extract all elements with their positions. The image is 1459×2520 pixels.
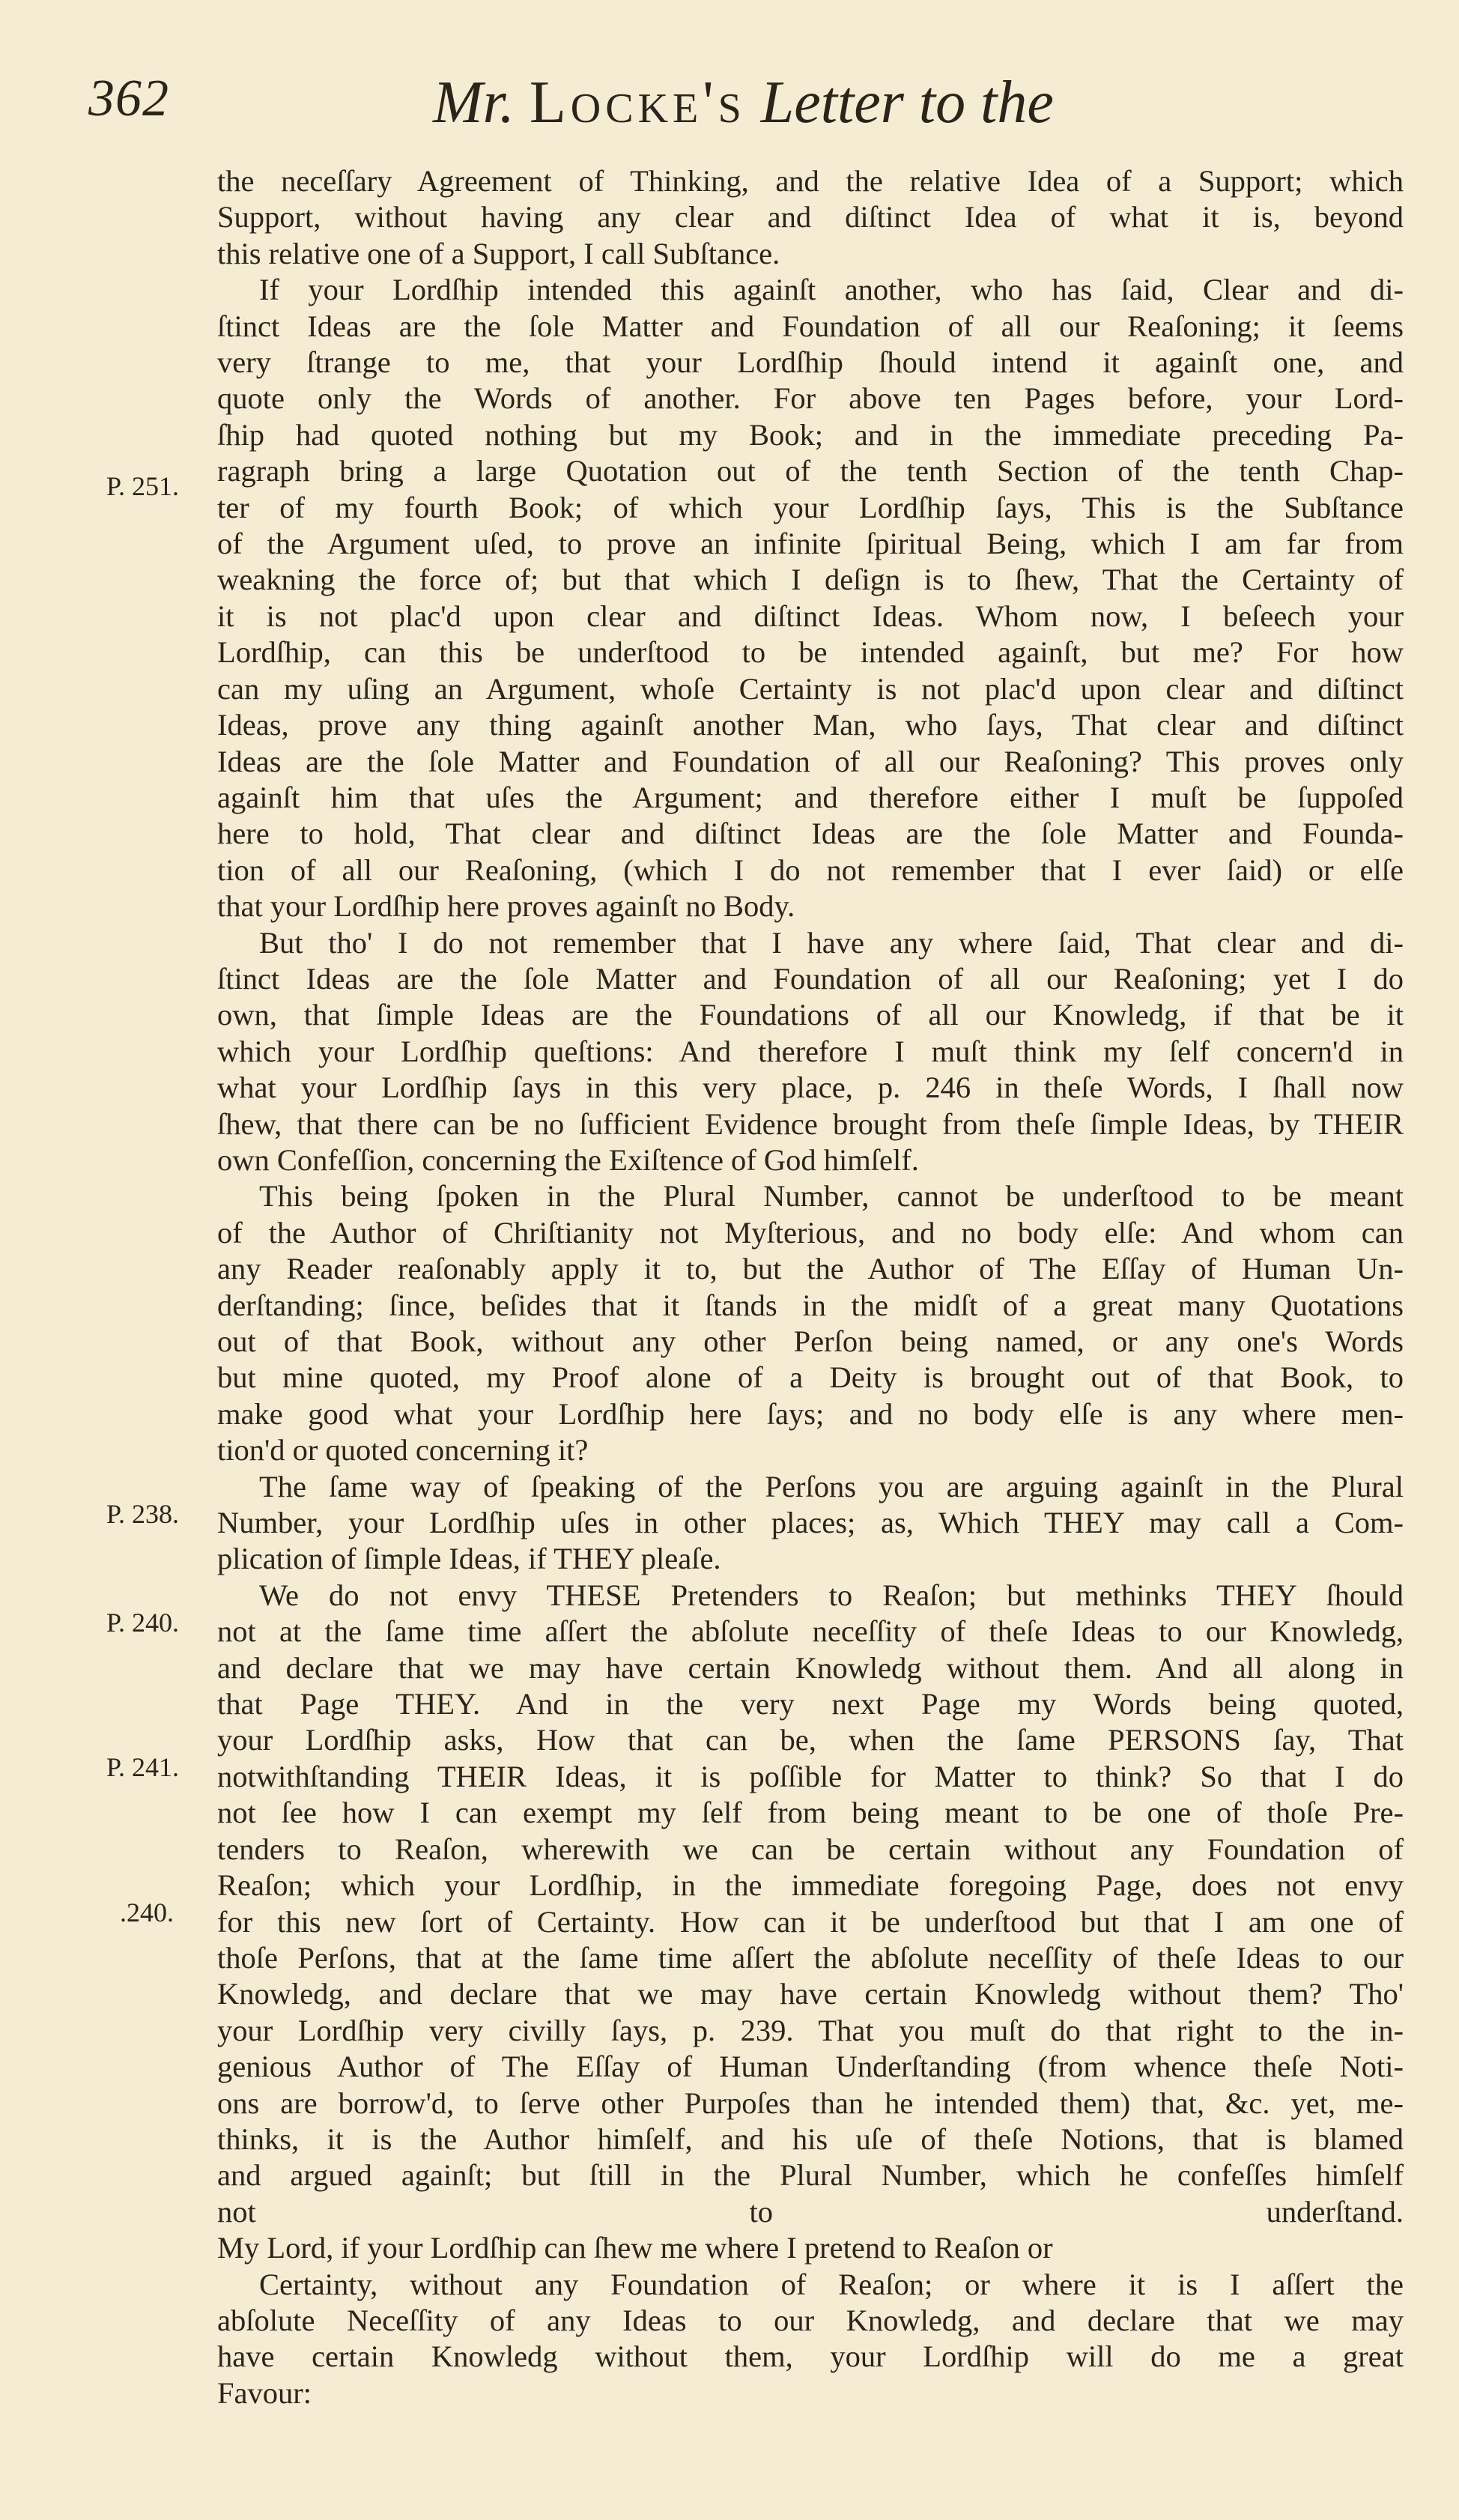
running-head-suffix: Letter to the [760, 70, 1054, 136]
text-line: quote only the Words of another. For above ten Pages before, your Lord- [217, 381, 1404, 416]
text-line: plication of ſimple Ideas, if THEY pleaſe. [217, 1542, 721, 1576]
text-line: tion of all our Reaſoning, (which I do not remember that I ever ſaid) or elſe [217, 852, 1404, 887]
text-line: Knowledg, and declare that we may have certain Knowledg without them? Tho' [217, 1977, 1404, 2011]
text-line: make good what your Lordſhip here ſays; and no body elſe is any where men- [217, 1396, 1404, 1431]
text-line: thoſe Perſons, that at the ſame time aſſert the abſolute neceſſity of theſe Ideas to our [217, 1940, 1404, 1975]
text-line: own, that ſimple Ideas are the Foundations of all our Knowledg, if that be it [217, 998, 1404, 1032]
text-line: Support, without having any clear and diſtinct Idea of what it is, beyond [217, 200, 1404, 234]
text-line: Ideas, prove any thing againſt another Man, who ſays, That clear and diſtinct [217, 708, 1404, 742]
text-line: of the Author of Chriſtianity not Myſterious, and no body elſe: And whom can [217, 1215, 1404, 1250]
text-line: your Lordſhip asks, How that can be, when the ſame PERSONS ſay, That [217, 1723, 1404, 1757]
margin-note: P. 241. [106, 1752, 180, 1782]
text-line: but mine quoted, my Proof alone of a Deity is brought out of that Book, to [217, 1360, 1404, 1395]
text-line: your Lordſhip very civilly ſays, p. 239. That you muſt do that right to the in- [217, 2013, 1404, 2047]
text-line: genious Author of The Eſſay of Human Underſtanding (from whence theſe Noti- [217, 2050, 1404, 2084]
text-line: Reaſon; which your Lordſhip, in the immediate foregoing Page, does not envy [217, 1868, 1404, 1903]
text-line: Certainty, without any Foundation of Reaſon; or where it is I aſſert the [259, 2267, 1404, 2301]
text-line: out of that Book, without any other Perſon being named, or any one's Words [217, 1324, 1404, 1358]
text-line: what your Lordſhip ſays in this very place, p. 246 in theſe Words, I ſhall now [217, 1070, 1404, 1105]
text-line: Lordſhip, can this be underſtood to be intended againſt, but me? For how [217, 635, 1404, 670]
running-head-prefix: Mr. [433, 70, 515, 136]
text-line: Favour: [217, 2375, 312, 2410]
text-line: very ſtrange to me, that your Lordſhip ſhould intend it againſt one, and [217, 345, 1404, 380]
text-line: Number, your Lordſhip uſes in other places; as, Which THEY may call a Com- [217, 1506, 1404, 1540]
text-line: not ſee how I can exempt my ſelf from being meant to be one of thoſe Pre- [217, 1796, 1404, 1830]
text-line: abſolute Neceſſity of any Ideas to our Knowledg, and declare that we may [217, 2303, 1404, 2337]
text-line: ons are borrow'd, to ſerve other Purpoſes than he intended them) that, &c. yet, me- [217, 2086, 1404, 2120]
text-line: derſtanding; ſince, beſides that it ſtands in the midſt of a great many Quotations [217, 1288, 1404, 1322]
text-line: My Lord, if your Lordſhip can ſhew me where I pretend to Reaſon or [217, 2231, 1053, 2265]
text-line: tion'd or quoted concerning it? [217, 1433, 589, 1468]
page-number: 362 [88, 70, 169, 127]
margin-note: P. 238. [106, 1499, 180, 1529]
text-line: againſt him that uſes the Argument; and therefore either I muſt be ſuppoſed [217, 780, 1404, 814]
text-line: We do not envy THESE Pretenders to Reaſon; but methinks THEY ſhould [259, 1578, 1404, 1612]
text-line: this relative one of a Support, I call Subſtance. [217, 236, 780, 270]
text-line: The ſame way of ſpeaking of the Perſons you are arguing againſt in the Plural [259, 1469, 1404, 1503]
text-line: have certain Knowledg without them, your Lordſhip will do me a great [217, 2339, 1404, 2374]
text-line: ſhew, that there can be no ſufficient Evidence brought from theſe ſimple Ideas, by THEIR [217, 1106, 1404, 1141]
text-line: and declare that we may have certain Knowledg without them. And all along in [217, 1650, 1404, 1685]
page-body [217, 163, 1404, 2411]
margin-note: .240. [120, 1897, 174, 1927]
margin-note: P. 240. [106, 1608, 180, 1638]
text-line: ter of my fourth Book; of which your Lordſhip ſays, This is the Subſtance [217, 490, 1404, 524]
text-line: not at the ſame time aſſert the abſolute neceſſity of theſe Ideas to our Knowledg, [217, 1614, 1404, 1649]
text-line: notwithſtanding THEIR Ideas, it is poſſible for Matter to think? So that I do [217, 1759, 1404, 1793]
margin-note: P. 251. [106, 471, 180, 501]
text-line: not to underſtand. [217, 2194, 1404, 2229]
text-line: can my uſing an Argument, whoſe Certainty is not plac'd upon clear and diſtinct [217, 671, 1404, 706]
text-line: ſtinct Ideas are the ſole Matter and Foundation of all our Reaſoning; yet I do [217, 961, 1404, 996]
text-line: ragraph bring a large Quotation out of the tenth Section of the tenth Chap- [217, 454, 1404, 488]
running-head-name: Locke's [529, 70, 746, 136]
text-line: and argued againſt; but ſtill in the Plural Number, which he confeſſes himſelf [217, 2158, 1404, 2193]
text-line: the neceſſary Agreement of Thinking, and the relative Idea of a Support; which [217, 164, 1404, 198]
text-line: here to hold, That clear and diſtinct Ideas are the ſole Matter and Founda- [217, 817, 1404, 851]
running-head [433, 69, 1054, 137]
text-line: Ideas are the ſole Matter and Foundation of all our Reaſoning? This proves only [217, 744, 1404, 778]
text-line: This being ſpoken in the Plural Number, cannot be underſtood to be meant [259, 1179, 1404, 1214]
text-line: weakning the force of; but that which I deſign is to ſhew, That the Certainty of [217, 563, 1404, 597]
text-line: ſtinct Ideas are the ſole Matter and Foundation of all our Reaſoning; it ſeems [217, 309, 1404, 343]
text-line: of the Argument uſed, to prove an infinite ſpiritual Being, which I am far from [217, 527, 1404, 561]
text-line: thinks, it is the Author himſelf, and his uſe of theſe Notions, that is blamed [217, 2121, 1404, 2156]
text-line: which your Lordſhip queſtions: And therefore I muſt think my ſelf concern'd in [217, 1034, 1404, 1068]
text-line: own Confeſſion, concerning the Exiſtence of God himſelf. [217, 1142, 919, 1177]
text-line: any Reader reaſonably apply it to, but the Author of The Eſſay of Human Un- [217, 1252, 1404, 1286]
text-line: But tho' I do not remember that I have any where ſaid, That clear and di- [259, 925, 1404, 960]
text-line: ſhip had quoted nothing but my Book; and in the immediate preceding Pa- [217, 417, 1404, 452]
text-line: tenders to Reaſon, wherewith we can be certain without any Foundation of [217, 1832, 1404, 1866]
text-line: that your Lordſhip here proves againſt no Body. [217, 889, 795, 924]
text-line: it is not plac'd upon clear and diſtinct Ideas. Whom now, I beſeech your [217, 599, 1404, 633]
text-line: that Page THEY. And in the very next Page my Words being quoted, [217, 1687, 1404, 1721]
text-line: If your Lordſhip intended this againſt another, who has ſaid, Clear and di- [259, 273, 1404, 307]
text-line: for this new ſort of Certainty. How can it be underſtood but that I am one of [217, 1904, 1404, 1939]
